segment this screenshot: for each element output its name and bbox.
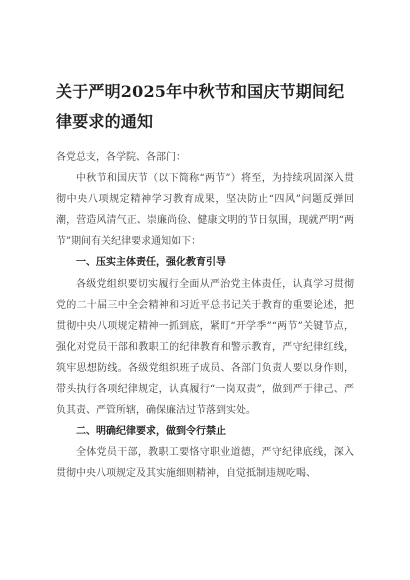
salutation: 各党总支，各学院、各部门： [56, 152, 186, 163]
intro-paragraph: 中秋节和国庆节（以下简称“两节”）将至，为持续巩固深入贯彻中央八项规定精神学习教育成果，坚决防止“四风”问题反弹回潮，营造风清气正、崇廉尚俭、健康文明的节日氛围，现就严明“两节”期间有关纪律要求通知如下： [56, 173, 354, 248]
section-2-heading: 二、明确纪律要求，做到令行禁止 [76, 426, 226, 438]
document-body [56, 147, 354, 485]
section-1-heading: 一、压实主体责任，强化教育引导 [76, 257, 226, 269]
section-2-paragraph: 全体党员干部，教职工要恪守职业道德，严守纪律底线，深入贯彻中央八项规定及其实施细则精神，自觉抵制违规吃喝、 [56, 447, 354, 480]
document-title: 关于严明2025年中秋节和国庆节期间纪律要求的通知 [56, 82, 345, 131]
section-1-paragraph: 各级党组织要切实履行全面从严治党主体责任，认真学习贯彻党的二十届三中全会精神和习近平总书记关于教育的重要论述，把贯彻中央八项规定精神一抓到底，紧盯“开学季”“两节”关键节点，强化对党员干部和教职工的纪律教育和警示教育，严守纪律红线，筑牢思想防线。各级党组织班子成员、各部门负责人要以身作则，带头执行各项纪律规定，认真履行“一岗双责”，做到严于律己、严负其责、严管所辖，确保廉洁过节落到实处。 [56, 278, 354, 417]
